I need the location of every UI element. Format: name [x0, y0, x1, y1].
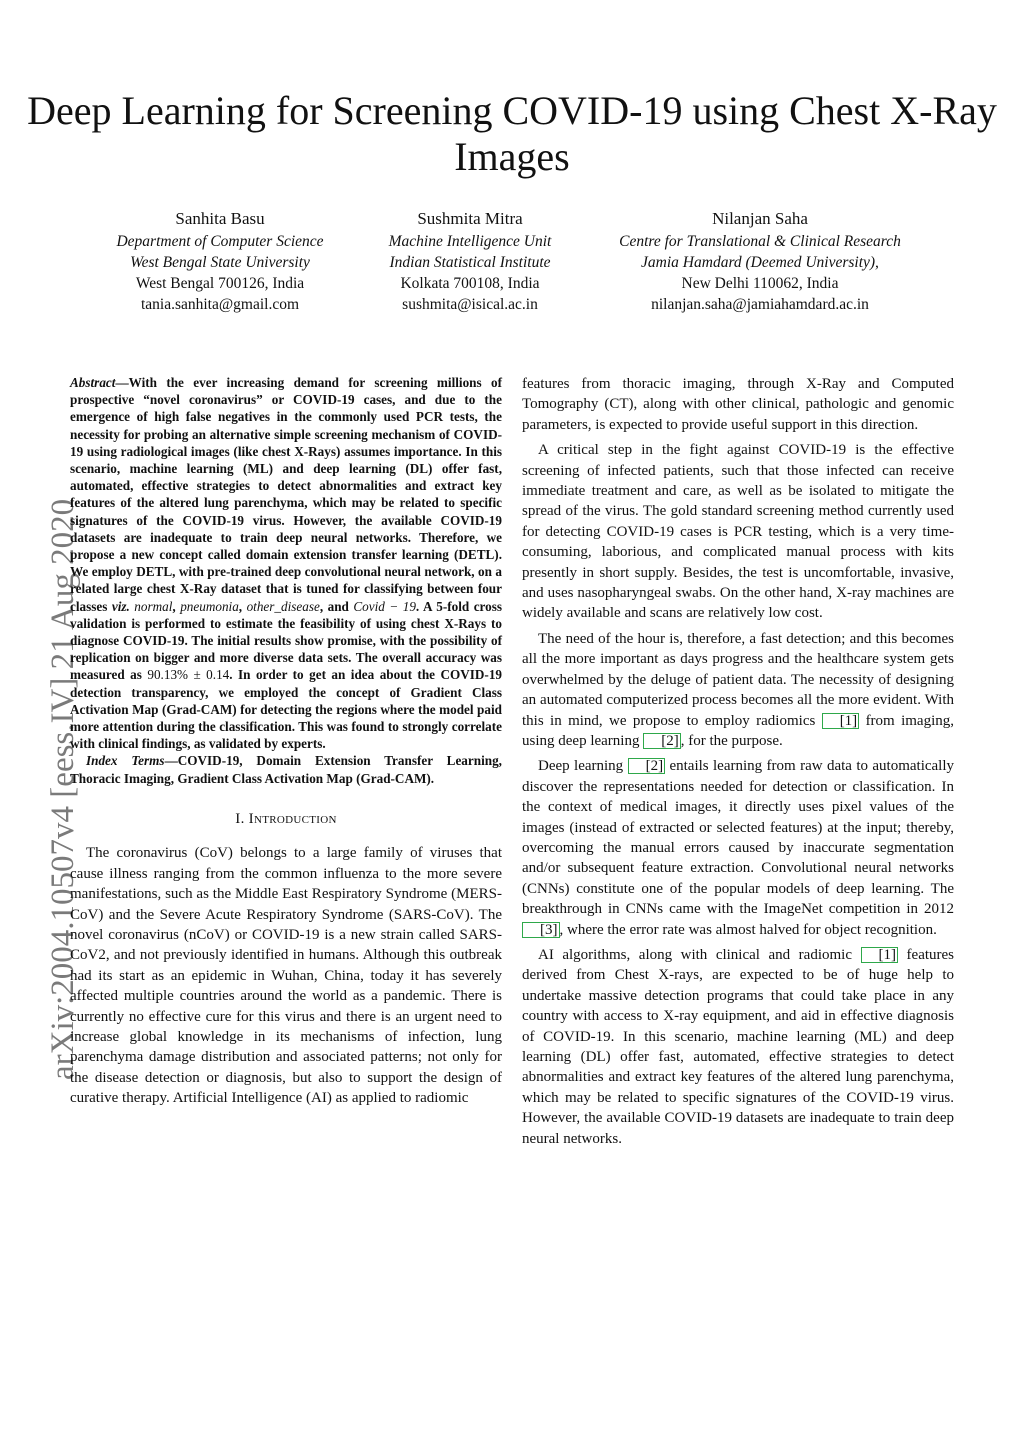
- author-name: Nilanjan Saha: [712, 209, 808, 228]
- author-institution: West Bengal State University: [130, 254, 310, 271]
- author-email: sushmita@isical.ac.in: [402, 296, 538, 313]
- abstract-viz: viz.: [111, 598, 130, 614]
- author-1: [85, 207, 355, 315]
- paragraph-text: The need of the hour is, therefore, a fast detection; and this becomes all the more important as days progress and the healthcare system gets overwhelmed by the deluge of patient data. The necessity of designing an automated computerized process becomes all the more evident. With this in mind, we propose to employ radiomics: [522, 630, 954, 729]
- author-institution: Jamia Hamdard (Deemed University),: [641, 254, 879, 271]
- author-name: Sushmita Mitra: [417, 209, 523, 228]
- accuracy-value: 90.13% ± 0.14: [147, 667, 230, 683]
- abstract: Abstract—With the ever increasing demand for screening millions of prospective “novel coronavirus” or COVID-19 cases, and due to the emergence of high false negatives in the commonly used PCR tests, the necessity for probing an alternative simple screening mechanism of COVID-19 using radiological images (like chest X-Rays) assumes importance. In this scenario, machine learning (ML) and deep learning (DL) offer fast, automated, effective strategies to detect abnormalities and extract key features of the altered lung parenchyma, which may be related to specific signatures of the COVID-19 virus. However, the available COVID-19 datasets are inadequate to train deep neural networks. Therefore, we propose a new concept called domain extension transfer learning (DETL). We employ DETL, with pre-trained deep convolutional neural network, on a related large chest X-Ray dataset that is tuned for classifying between four classes viz. normal, pneumonia, other_disease, and Covid − 19. A 5-fold cross validation is performed to estimate the feasibility of using chest X-Rays to diagnose COVID-19. The initial results show promise, with the possibility of replication on bigger and more diverse data sets. The overall accuracy was measured as 90.13% ± 0.14. In order to get an idea about the COVID-19 detection transparency, we employed the concept of Gradient Class Activation Map (Grad-CAM) for detecting the regions where the model paid more attention during the classification. This was found to strongly correlate with clinical findings, as validated by experts.: [70, 375, 503, 752]
- body-paragraph: [522, 629, 954, 751]
- citation-link[interactable]: [1]: [861, 947, 899, 963]
- paragraph-text: , for the purpose.: [680, 732, 783, 749]
- index-terms-text: COVID-19, Domain Extension Transfer Learning, Thoracic Imaging, Gradient Class Activation Map (Grad-CAM).: [70, 753, 502, 786]
- author-address: West Bengal 700126, India: [135, 275, 305, 292]
- body-paragraph: [522, 756, 954, 940]
- author-email: tania.sanhita@gmail.com: [140, 296, 300, 313]
- citation-link[interactable]: [2]: [643, 733, 681, 749]
- author-2: [345, 207, 595, 315]
- author-email: nilanjan.saha@jamiahamdard.ac.in: [651, 296, 869, 313]
- citation-link[interactable]: [1]: [822, 713, 860, 729]
- class-other-disease: other_disease: [246, 598, 320, 614]
- citation-link[interactable]: [3]: [522, 922, 560, 938]
- paragraph-text: , where the error rate was almost halved for object recognition.: [559, 921, 937, 938]
- abstract-label: Abstract: [70, 375, 116, 390]
- body-paragraph: features from thoracic imaging, through X-Ray and Computed Tomography (CT), along with other clinical, pathologic and genomic parameters, is expected to provide useful support in this direction.: [522, 376, 954, 433]
- author-address: Kolkata 700108, India: [400, 275, 540, 292]
- class-pneumonia: pneumonia: [180, 598, 239, 614]
- paragraph-text: AI algorithms, along with clinical and radiomic: [538, 946, 852, 963]
- left-column: [70, 374, 502, 1109]
- body-paragraph: A critical step in the fight against COVID-19 is the effective screening of infected patients, such that those infected can receive immediate treatment and care, as well as be isolated to mitigate the spread of the virus. The gold standard screening method currently used for detecting COVID-19 cases is PCR testing, which is a very time-consuming, laborious, and complicated manual process with kits presently in short supply. Besides, the test is uncomfortable, invasive, and uses nasopharyngeal swabs. On the other hand, X-ray machines are widely available and scans are relatively low cost.: [522, 442, 954, 622]
- body-paragraph: The coronavirus (CoV) belongs to a large family of viruses that cause illness ranging from the common influenza to the more severe manifestations, such as the Middle East Respiratory Syndrome (MERS-CoV) and the Severe Acute Respiratory Syndrome (SARS-CoV). The novel coronavirus (nCoV) or COVID-19 is a new strain called SARS-CoV2, and not previously identified in humans. Although this outbreak had its start as an epidemic in Wuhan, China, today it has severely affected multiple countries around the world as a pandemic. There is currently no effective cure for this virus and there is an urgent need to increase global knowledge in its mechanisms of infection, lung parenchyma damage distribution and associated patterns; not only for the disease detection or diagnosis, but also to support the design of curative therapy. Artificial Intelligence (AI) as applied to radiomic: [70, 845, 502, 1107]
- author-3: [585, 207, 935, 315]
- abstract-text: In order to get an idea about the COVID-19 detection transparency, we employed the concept of Gradient Class Activation Map (Grad-CAM) for detecting the regions where the model paid more attention during the classification. This was found to strongly correlate with clinical findings, as validated by experts.: [70, 667, 503, 752]
- index-terms-label: Index Terms: [86, 753, 165, 769]
- author-department: Department of Computer Science: [116, 233, 324, 250]
- arxiv-identifier: arXiv:2004.10507v4 [eess.IV] 21 Aug 2020: [45, 498, 81, 1080]
- body-paragraph: [522, 945, 954, 1149]
- class-normal: normal: [134, 598, 173, 614]
- author-name: Sanhita Basu: [175, 209, 265, 228]
- paragraph-text: features derived from Chest X-rays, are expected to be of huge help to undertake massive detection programs that could take place in any country with access to X-ray equipment, and aid in effective diagnosis of COVID-19. In this scenario, machine learning (ML) and deep learning (DL) offer fast, automated, effective strategies to detect abnormalities and extract key features of the altered lung parenchyma, which may be related to specific signatures of the COVID-19 virus. However, the available COVID-19 datasets are inadequate to train deep neural networks.: [522, 946, 955, 1147]
- abstract-and: and: [327, 598, 349, 614]
- abstract-text: With the ever increasing demand for screening millions of prospective “novel coronavirus” or COVID-19 cases, and due to the emergence of high false negatives in the commonly used PCR tests, the necessity for probing an alternative simple screening mechanism of COVID-19 using radiological images (like chest X-Rays) assumes importance. In this scenario, machine learning (ML) and deep learning (DL) offer fast, automated, effective strategies to detect abnormalities and extract key features of the altered lung parenchyma, which may be related to specific signatures of the COVID-19 virus. However, the available COVID-19 datasets are inadequate to train deep neural networks. Therefore, we propose a new concept called domain extension transfer learning (DETL). We employ DETL, with pre-trained deep convolutional neural network, on a related large chest X-Ray dataset that is tuned for classifying between four classes: [70, 375, 502, 614]
- section-heading: I. Introduction: [235, 810, 337, 827]
- paragraph-text: from imaging, using deep learning: [522, 712, 955, 749]
- index-terms: Index Terms—COVID-19, Domain Extension Transfer Learning, Thoracic Imaging, Gradient Class Activation Map (Grad-CAM).: [70, 753, 502, 786]
- author-address: New Delhi 110062, India: [681, 275, 839, 292]
- author-department: Machine Intelligence Unit: [388, 233, 552, 250]
- paper-title: Deep Learning for Screening COVID-19 using Chest X-Ray Images: [27, 88, 997, 179]
- right-column: [522, 374, 954, 1149]
- abstract-text: A 5-fold cross validation is performed to estimate the feasibility of using chest X-Rays to diagnose COVID-19. The initial results show promise, with the possibility of replication on bigger and more diverse data sets. The overall accuracy was measured as: [70, 598, 503, 683]
- author-block: [0, 207, 1024, 317]
- author-institution: Indian Statistical Institute: [389, 254, 551, 271]
- class-covid: Covid − 19: [353, 598, 416, 614]
- author-department: Centre for Translational & Clinical Research: [619, 233, 901, 250]
- citation-link[interactable]: [2]: [628, 758, 666, 774]
- paragraph-text: Deep learning: [538, 758, 624, 775]
- paragraph-text: entails learning from raw data to automatically discover the representations needed for detection or classification. In the context of medical images, it directly uses pixel values of the images (instead of extracted or selected features) at the input; thereby, overcoming the manual errors caused by inaccurate segmentation and/or subsequent feature extraction. Convolutional neural networks (CNNs) constitute one of the popular models of deep learning. The breakthrough in CNNs came with the ImageNet competition in 2012: [522, 758, 955, 918]
